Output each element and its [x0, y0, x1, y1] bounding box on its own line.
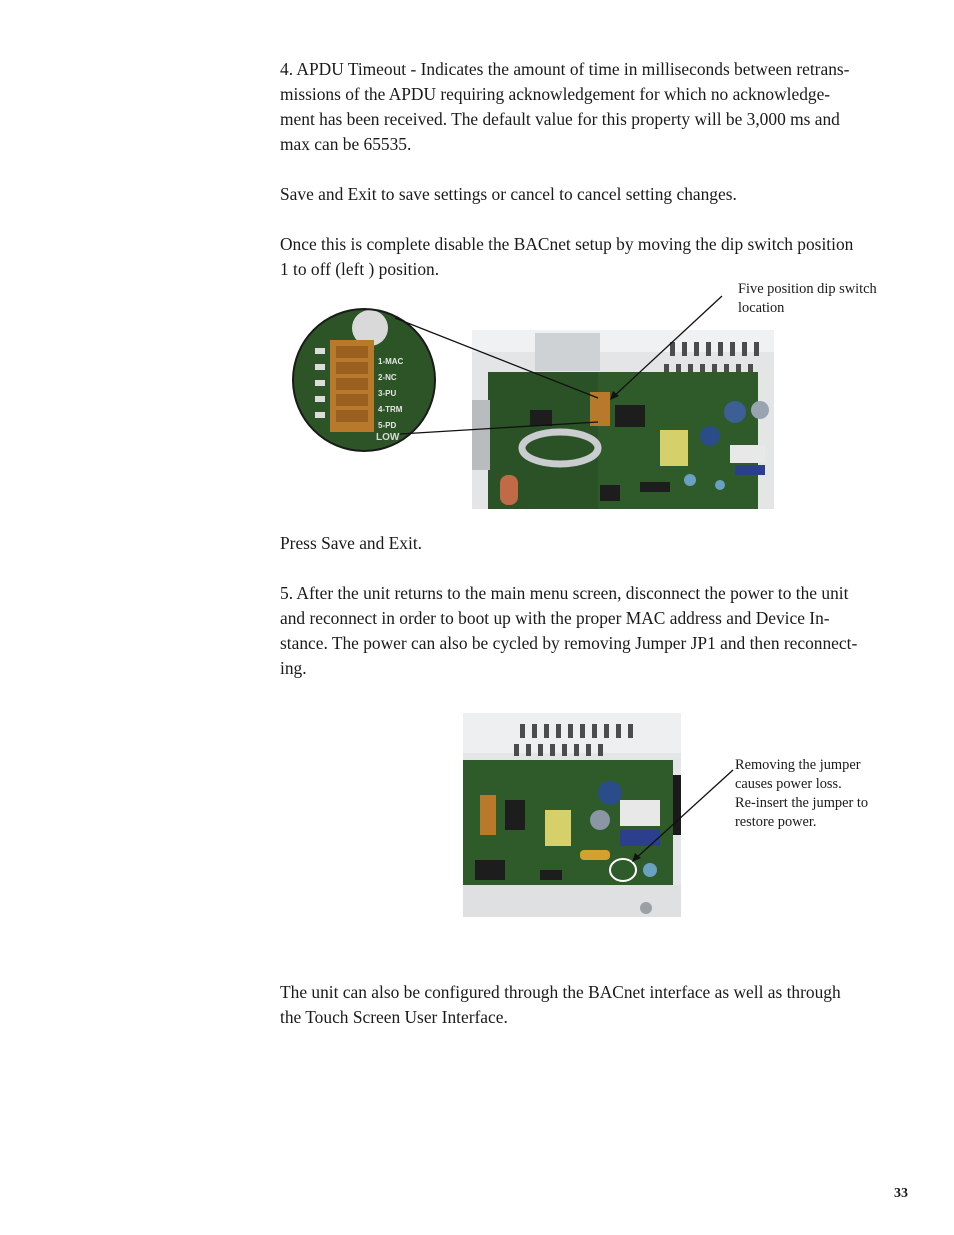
step5-paragraph — [280, 581, 904, 681]
configure-note-paragraph — [280, 980, 904, 1030]
text-line: missions of the APDU requiring acknowledgement for which no acknowledge- — [280, 84, 831, 104]
text-line: Once this is complete disable the BACnet setup by moving the dip switch position — [280, 234, 854, 254]
page-number: 33 — [894, 1186, 908, 1201]
caption-line: location — [738, 300, 785, 316]
dip-label-4: 4-TRM — [378, 405, 403, 414]
dip-label-5: 5-PD — [378, 421, 397, 430]
caption-line: causes power loss. — [735, 776, 842, 792]
text-line: and reconnect in order to boot up with the proper MAC address and Device In- — [280, 608, 830, 628]
text-line: 4. APDU Timeout - Indicates the amount of time in milliseconds between retrans- — [280, 59, 850, 79]
text-line: 5. After the unit returns to the main menu screen, disconnect the power to the unit — [280, 583, 849, 603]
caption-line: Removing the jumper — [735, 757, 861, 773]
caption-line: restore power. — [735, 814, 817, 830]
dip-label-1: 1-MAC — [378, 357, 404, 366]
text-line: ment has been received. The default value for this property will be 3,000 ms and — [280, 109, 840, 129]
dip-label-3: 3-PU — [378, 389, 397, 398]
text-line: stance. The power can also be cycled by removing Jumper JP1 and then reconnect- — [280, 633, 858, 653]
text-line: 1 to off (left ) position. — [280, 259, 440, 279]
text-line: The unit can also be configured through the BACnet interface as well as through — [280, 982, 841, 1002]
dip-low-label: LOW — [376, 432, 400, 443]
text-line: ing. — [280, 658, 307, 678]
pcb-photo-2 — [463, 713, 681, 917]
dip-label-2: 2-NC — [378, 373, 397, 382]
text-line: max can be 65535. — [280, 134, 412, 154]
press-save-paragraph: Press Save and Exit. — [280, 533, 423, 553]
save-exit-paragraph: Save and Exit to save settings or cancel to cancel setting changes. — [280, 184, 737, 204]
pcb-photo-1 — [472, 330, 774, 509]
text-line: the Touch Screen User Interface. — [280, 1007, 508, 1027]
caption-line: Re-insert the jumper to — [735, 795, 869, 811]
jumper-caption — [735, 756, 868, 832]
dip-switch-figure — [0, 0, 954, 560]
caption-line: Five position dip switch — [738, 281, 877, 297]
